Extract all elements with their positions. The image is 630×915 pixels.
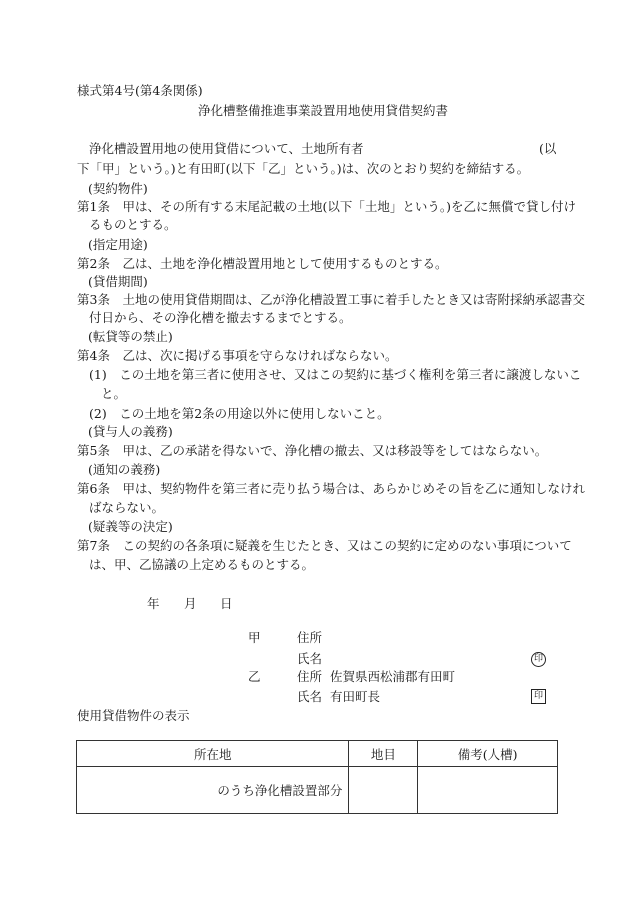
article-4-item-1-line-2: と。 xyxy=(101,386,127,401)
party-a-label: 甲 xyxy=(248,630,261,645)
article-5-heading: (貸与人の義務) xyxy=(88,424,173,439)
article-4-item-2-line-1: (2) この土地を第2条の用途以外に使用しないこと。 xyxy=(89,406,390,421)
intro-line-1: 浄化槽設置用地の使用貸借について、土地所有者 xyxy=(89,141,364,156)
party-a-seal-icon: 印 xyxy=(531,652,546,667)
article-7-heading: (疑義等の決定) xyxy=(88,519,173,534)
cell-land-category xyxy=(349,767,418,814)
date-month-label: 月 xyxy=(184,596,197,611)
article-7-line-1: 第7条 この契約の各条項に疑義を生じたとき、又はこの契約に定めのない事項について xyxy=(77,538,572,553)
table-row xyxy=(77,767,558,814)
party-b-seal-icon: 印 xyxy=(531,689,546,704)
article-7-line-2: は、甲、乙協議の上定めるものとする。 xyxy=(89,557,315,572)
article-1-line-2: るものとする。 xyxy=(89,217,177,232)
party-b-name-label: 氏名 xyxy=(297,689,323,704)
article-3-heading: (貸借期間) xyxy=(88,274,148,289)
article-2-line-1: 第2条 乙は、土地を浄化槽設置用地として使用するものとする。 xyxy=(77,256,448,271)
article-1-line-1: 第1条 甲は、その所有する末尾記載の土地(以下「土地」という。)を乙に無償で貸し付け xyxy=(77,199,576,214)
party-b-address: 佐賀県西松浦郡有田町 xyxy=(330,669,456,684)
party-b-name: 有田町長 xyxy=(330,689,381,704)
cell-remarks xyxy=(418,767,558,814)
header-remarks: 備考(人槽) xyxy=(418,741,558,767)
article-4-item-1-line-1: (1) この土地を第三者に使用させ、又はこの契約に基づく権利を第三者に譲渡しないこ xyxy=(89,367,582,382)
article-4-heading: (転貸等の禁止) xyxy=(88,329,173,344)
document-title: 浄化槽整備推進事業設置用地使用貸借契約書 xyxy=(198,103,449,118)
article-3-line-2: 付日から、その浄化槽を撤去するまでとする。 xyxy=(89,310,352,325)
article-6-line-2: ばならない。 xyxy=(89,500,165,515)
cell-location: のうち浄化槽設置部分 xyxy=(77,767,349,814)
intro-line-1-tail: (以 xyxy=(539,141,557,156)
form-number: 様式第4号(第4条関係) xyxy=(77,83,203,98)
header-land-category: 地目 xyxy=(349,741,418,767)
article-6-line-1: 第6条 甲は、契約物件を第三者に売り払う場合は、あらかじめその旨を乙に通知しなけれ xyxy=(77,481,585,496)
date-day-label: 日 xyxy=(220,596,233,611)
header-location: 所在地 xyxy=(77,741,349,767)
party-b-label: 乙 xyxy=(248,669,261,684)
party-b-address-label: 住所 xyxy=(297,669,323,684)
article-1-heading: (契約物件) xyxy=(88,181,148,196)
article-5-line-1: 第5条 甲は、乙の承諾を得ないで、浄化槽の撤去、又は移設等をしてはならない。 xyxy=(77,443,548,458)
article-6-heading: (通知の義務) xyxy=(88,462,161,477)
table-header-row xyxy=(77,741,558,767)
property-table xyxy=(76,740,558,814)
property-caption: 使用貸借物件の表示 xyxy=(77,708,190,723)
article-4-line-1: 第4条 乙は、次に掲げる事項を守らなければならない。 xyxy=(77,348,398,363)
date-year-label: 年 xyxy=(147,596,160,611)
intro-line-2: 下「甲」という。)と有田町(以下「乙」という。)は、次のとおり契約を締結する。 xyxy=(77,161,530,176)
party-a-name-label: 氏名 xyxy=(297,651,323,666)
party-a-address-label: 住所 xyxy=(297,630,323,645)
article-3-line-1: 第3条 土地の使用貸借期間は、乙が浄化槽設置工事に着手したとき又は寄附採納承認書交 xyxy=(77,292,585,307)
article-2-heading: (指定用途) xyxy=(88,237,148,252)
